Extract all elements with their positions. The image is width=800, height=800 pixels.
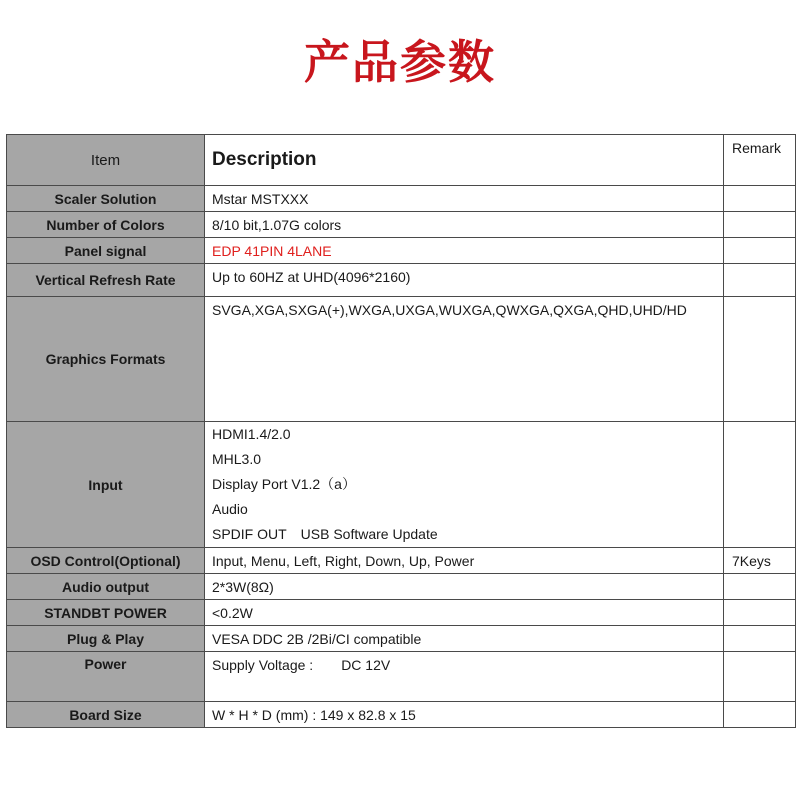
remark-cell	[724, 422, 796, 548]
remark-cell	[724, 702, 796, 728]
power-label: Supply Voltage :	[212, 657, 314, 673]
table-row	[7, 574, 796, 600]
input-line: Display Port V1.2（a）	[212, 476, 356, 492]
item-cell: Vertical Refresh Rate	[7, 264, 205, 297]
input-line: Audio	[212, 501, 248, 517]
remark-cell	[724, 626, 796, 652]
item-cell: OSD Control(Optional)	[7, 548, 205, 574]
description-cell-highlight: EDP 41PIN 4LANE	[205, 238, 724, 264]
table-row	[7, 652, 796, 702]
item-cell: STANDBT POWER	[7, 600, 205, 626]
remark-cell	[724, 600, 796, 626]
description-cell	[205, 652, 724, 702]
power-value: DC 12V	[341, 657, 391, 673]
item-cell: Panel signal	[7, 238, 205, 264]
remark-cell	[724, 574, 796, 600]
remark-cell: 7Keys	[724, 548, 796, 574]
description-cell: Input, Menu, Left, Right, Down, Up, Power	[205, 548, 724, 574]
table-row	[7, 238, 796, 264]
remark-cell	[724, 212, 796, 238]
description-cell-multiline	[205, 422, 724, 548]
header-remark: Remark	[724, 135, 796, 186]
page-title: 产品参数	[304, 35, 496, 89]
item-cell: Scaler Solution	[7, 186, 205, 212]
item-cell: Input	[7, 422, 205, 548]
remark-cell	[724, 652, 796, 702]
table-row	[7, 264, 796, 297]
item-cell: Board Size	[7, 702, 205, 728]
table-row	[7, 600, 796, 626]
item-cell: Plug & Play	[7, 626, 205, 652]
input-line	[212, 522, 723, 547]
table-row	[7, 626, 796, 652]
description-cell: VESA DDC 2B /2Bi/CI compatible	[205, 626, 724, 652]
description-cell: SVGA,XGA,SXGA(+),WXGA,UXGA,WUXGA,QWXGA,QXGA,QHD,UHD/HD	[205, 297, 724, 422]
table-row	[7, 422, 796, 548]
table-row	[7, 548, 796, 574]
table-row	[7, 212, 796, 238]
spec-table	[6, 134, 796, 728]
remark-cell	[724, 186, 796, 212]
input-spdif: SPDIF OUT	[212, 526, 287, 542]
remark-cell	[724, 238, 796, 264]
description-cell: Up to 60HZ at UHD(4096*2160)	[205, 264, 724, 297]
remark-cell	[724, 297, 796, 422]
description-cell: W * H * D (mm) : 149 x 82.8 x 15	[205, 702, 724, 728]
input-line: HDMI1.4/2.0	[212, 426, 291, 442]
input-usb: USB Software Update	[300, 526, 438, 542]
table-row	[7, 702, 796, 728]
description-cell: 2*3W(8Ω)	[205, 574, 724, 600]
description-cell: <0.2W	[205, 600, 724, 626]
item-cell: Audio output	[7, 574, 205, 600]
table-row	[7, 186, 796, 212]
table-row	[7, 297, 796, 422]
description-cell: Mstar MSTXXX	[205, 186, 724, 212]
remark-cell	[724, 264, 796, 297]
item-cell: Power	[7, 652, 205, 702]
description-cell: 8/10 bit,1.07G colors	[205, 212, 724, 238]
item-cell: Graphics Formats	[7, 297, 205, 422]
header-description: Description	[205, 135, 724, 186]
header-item: Item	[7, 135, 205, 186]
item-cell: Number of Colors	[7, 212, 205, 238]
input-line: MHL3.0	[212, 451, 262, 467]
table-header-row	[7, 135, 796, 186]
